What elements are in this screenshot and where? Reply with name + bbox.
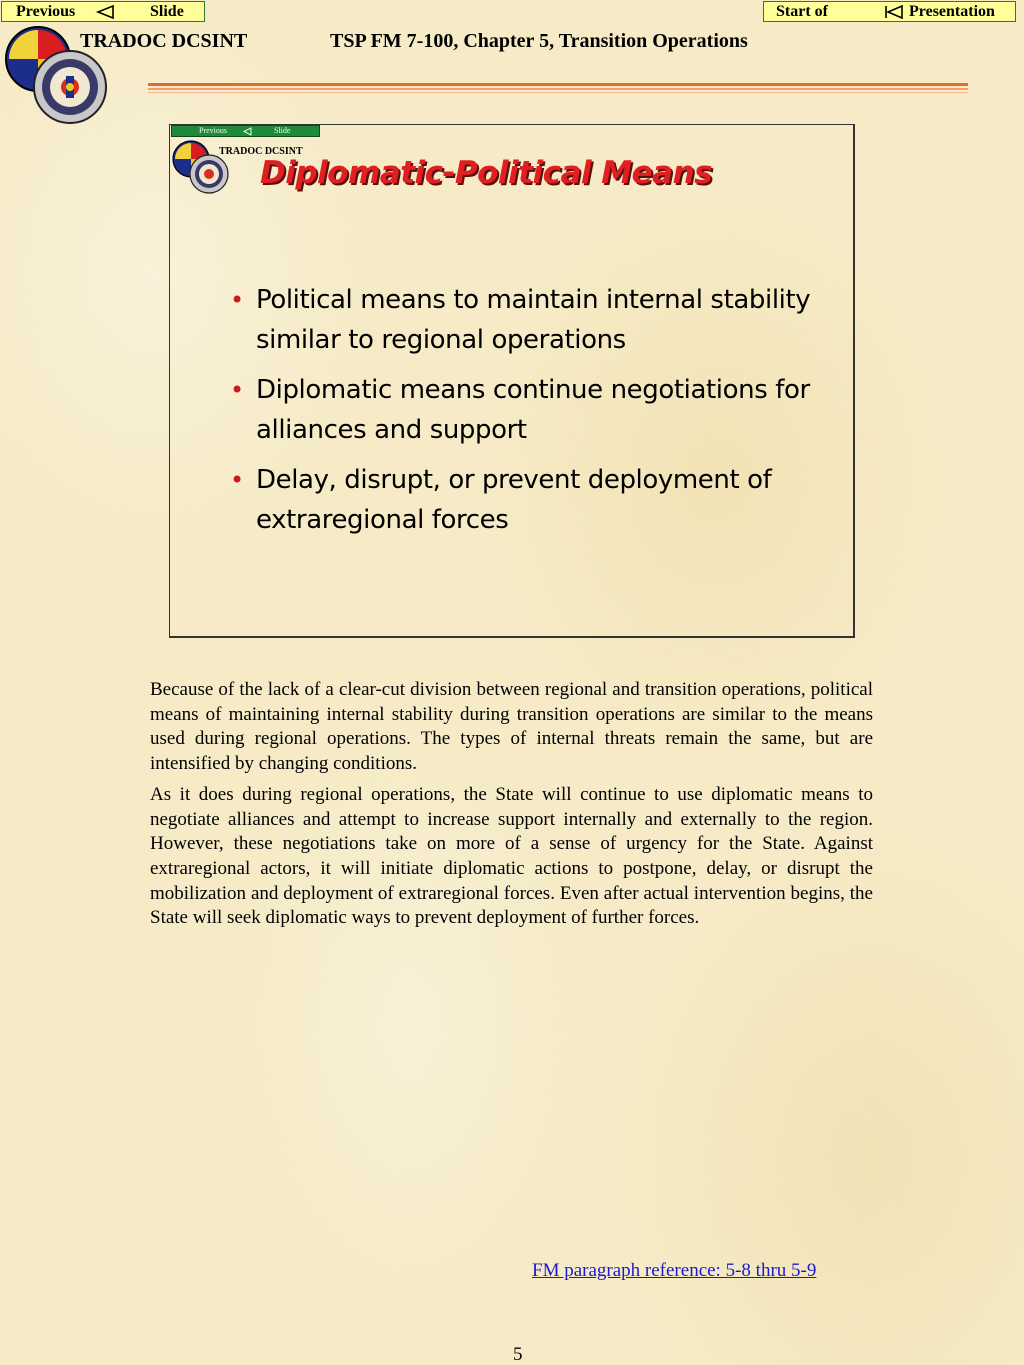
fm-reference-link[interactable]: FM paragraph reference: 5-8 thru 5-9	[532, 1260, 817, 1281]
slide-back-arrow-icon	[242, 127, 252, 136]
bullet-item	[226, 280, 826, 360]
header-rule	[148, 83, 968, 86]
notes-body	[150, 678, 873, 937]
bullet-text: Diplomatic means continue negotiations for alliances and support	[256, 375, 810, 445]
first-slide-icon[interactable]	[884, 5, 904, 19]
bullet-text: Delay, disrupt, or prevent deployment of extraregional forces	[256, 465, 772, 535]
previous-slide-nav[interactable]	[1, 1, 205, 22]
slide-title: Diplomatic-Political Means	[260, 155, 713, 191]
slide-bullet-list	[226, 280, 826, 550]
header-rule-faint	[148, 92, 968, 93]
back-arrow-icon[interactable]	[95, 5, 115, 19]
slide-org: TRADOC DCSINT	[219, 146, 303, 157]
nav-previous-label[interactable]: Previous	[16, 3, 76, 20]
slide-mini-nav	[171, 125, 320, 137]
header-title: TSP FM 7-100, Chapter 5, Transition Operations	[330, 30, 748, 52]
bullet-item	[226, 370, 826, 450]
slide-thumbnail	[169, 124, 855, 638]
notes-paragraph: Because of the lack of a clear-cut division between regional and transition operations, political means of maintaining internal stability during transition operations are similar to the means used during regional operations. The types of internal threats remain the same, but are intensified by changing conditions.	[150, 679, 873, 775]
slide-nav-slide: Slide	[274, 126, 291, 135]
bullet-item	[226, 460, 826, 540]
notes-paragraph: As it does during regional operations, the State will continue to use diplomatic means to negotiate alliances and attempt to increase support internally and externally to the region. However, these negotiations take on more of a sense of urgency for the State. Against extraregional actors, it will initiate diplomatic actions to postpone, delay, or disrupt the mobilization and deployment of extraregional forces. Even after actual intervention begins, the State will seek diplomatic ways to prevent deployment of further forces.	[150, 783, 873, 929]
bullet-text: Political means to maintain internal stability similar to regional operations	[256, 285, 811, 355]
bullet-dot-icon: •	[230, 466, 244, 494]
header-rule-thin	[148, 88, 968, 90]
start-of-presentation-nav[interactable]	[763, 1, 1016, 22]
header-org: TRADOC DCSINT	[80, 30, 248, 52]
nav-start-of-label[interactable]: Start of	[776, 3, 828, 20]
bullet-dot-icon: •	[230, 286, 244, 314]
page-number: 5	[513, 1344, 523, 1365]
bullet-dot-icon: •	[230, 376, 244, 404]
nav-presentation-label[interactable]: Presentation	[909, 3, 995, 20]
slide-nav-previous: Previous	[199, 126, 227, 135]
nav-slide-label[interactable]: Slide	[150, 3, 184, 20]
